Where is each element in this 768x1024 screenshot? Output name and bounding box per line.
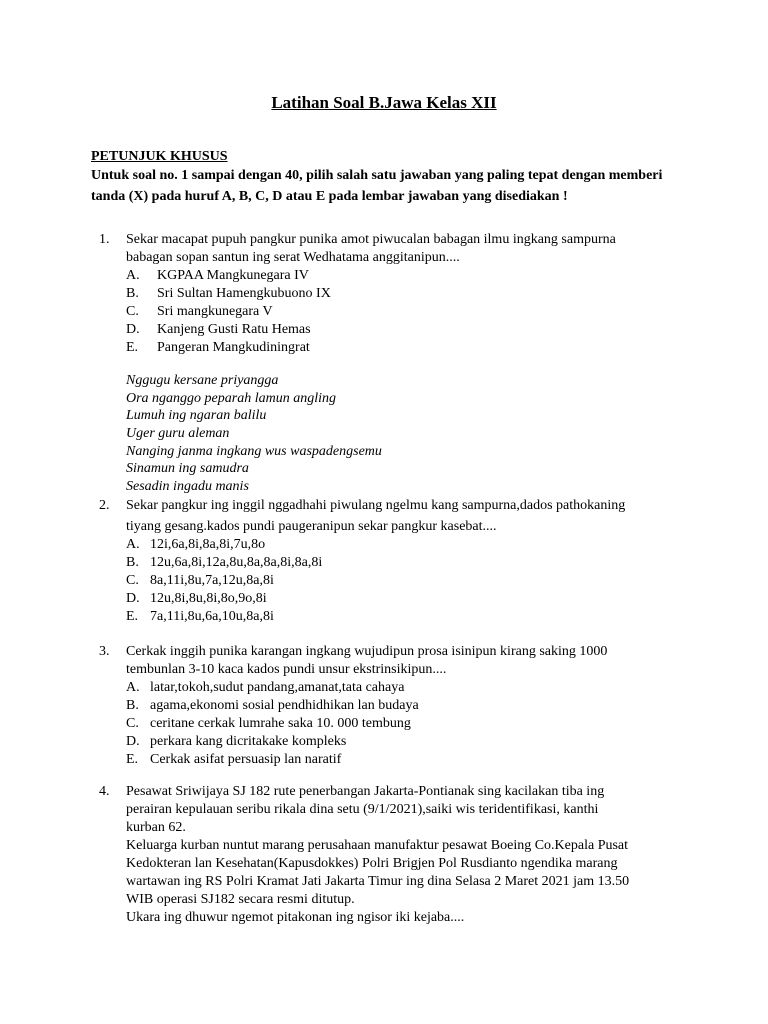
option-d	[126, 733, 699, 751]
option-text: Sri mangkunegara V	[157, 304, 273, 319]
verse-line: Lumuh ing ngaran balilu	[126, 408, 267, 424]
option-c	[126, 715, 699, 733]
question-number: 1.	[99, 232, 110, 247]
option-e	[126, 339, 699, 357]
option-b	[126, 554, 699, 572]
option-text: Kanjeng Gusti Ratu Hemas	[157, 322, 311, 337]
verse-line: Nggugu kersane priyangga	[126, 373, 279, 388]
option-letter: B.	[126, 698, 139, 713]
option-text: ceritane cerkak lumrahe saka 10. 000 tembung	[150, 716, 411, 731]
option-a	[126, 679, 699, 697]
option-letter: A.	[126, 680, 140, 695]
question-stem	[126, 231, 699, 267]
option-text: Cerkak asifat persuasip lan naratif	[150, 752, 342, 767]
option-text: Pangeran Mangkudiningrat	[157, 340, 310, 355]
question-stem	[126, 643, 699, 679]
option-letter: B.	[126, 286, 139, 301]
stem-line: babagan sopan santun ing serat Wedhatama anggitanipun....	[126, 250, 460, 265]
option-letter: E.	[126, 609, 139, 624]
option-letter: C.	[126, 716, 139, 731]
option-text: Sri Sultan Hamengkubuono IX	[157, 286, 331, 301]
option-letter: C.	[126, 573, 139, 588]
option-a	[126, 536, 699, 554]
option-text: 8a,11i,8u,7a,12u,8a,8i	[150, 573, 274, 588]
option-text: 12u,6a,8i,12a,8u,8a,8a,8i,8a,8i	[150, 555, 323, 570]
stem-line: tiyang gesang.kados pundi paugeranipun sekar pangkur kasebat....	[126, 519, 497, 534]
option-letter: A.	[126, 537, 140, 552]
question-number: 3.	[99, 644, 110, 659]
stem-line: tembunlan 3-10 kaca kados pundi unsur ekstrinsikipun....	[126, 662, 447, 677]
option-text: latar,tokoh,sudut pandang,amanat,tata cahaya	[150, 680, 405, 695]
option-letter: D.	[126, 322, 140, 337]
page-title: Latihan Soal B.Jawa Kelas XII	[271, 93, 497, 112]
option-d	[126, 321, 699, 339]
question-1	[99, 231, 699, 357]
option-letter: C.	[126, 304, 139, 319]
options-list	[126, 679, 699, 769]
question-stem	[126, 783, 699, 927]
stem-line: WIB operasi SJ182 secara resmi ditutup.	[126, 892, 355, 907]
option-d	[126, 590, 699, 608]
question-4	[99, 783, 699, 927]
option-b	[126, 285, 699, 303]
verse-line: Sinamun ing samudra	[126, 461, 249, 477]
stem-line: Sekar macapat pupuh pangkur punika amot piwucalan babagan ilmu ingkang sampurna	[126, 232, 616, 247]
stem-line: wartawan ing RS Polri Kramat Jati Jakarta Timur ing dina Selasa 2 Maret 2021 jam 13.50	[126, 874, 630, 889]
question-3	[99, 643, 699, 769]
options-list	[126, 536, 699, 626]
option-text: perkara kang dicritakake kompleks	[150, 734, 347, 749]
option-c	[126, 303, 699, 321]
stem-line: Cerkak inggih punika karangan ingkang wujudipun prosa isinipun kirang saking 1000	[126, 644, 608, 659]
instructions-line: tanda (X) pada huruf A, B, C, D atau E pada lembar jawaban yang disediakan !	[91, 189, 568, 204]
option-e	[126, 608, 699, 626]
stem-line: Keluarga kurban nuntut marang perusahaan manufaktur pesawat Boeing Co.Kepala Pusat	[126, 838, 629, 853]
option-text: KGPAA Mangkunegara IV	[157, 268, 309, 283]
stem-line: perairan kepulauan seribu rikala dina setu (9/1/2021),saiki wis teridentifikasi, kanthi	[126, 802, 599, 817]
option-letter: E.	[126, 752, 139, 767]
verse-line: Nanging janma ingkang wus waspadengsemu	[126, 443, 382, 459]
option-a	[126, 267, 699, 285]
question-number: 4.	[99, 784, 110, 799]
instructions-text	[91, 165, 681, 207]
stem-line: Sekar pangkur ing inggil nggadhahi piwulang ngelmu kang sampurna,dados pathokaning	[126, 498, 626, 513]
verse-line: Ora nganggo peparah lamun angling	[126, 390, 336, 406]
option-e	[126, 751, 699, 769]
option-text: 12u,8i,8u,8i,8o,9o,8i	[150, 591, 267, 606]
option-text: 7a,11i,8u,6a,10u,8a,8i	[150, 609, 274, 624]
stem-line: Pesawat Sriwijaya SJ 182 rute penerbangan Jakarta-Pontianak sing kacilakan tiba ing	[126, 784, 605, 799]
stem-line: Kedokteran lan Kesehatan(Kapusdokkes) Polri Brigjen Pol Rusdianto ngendika marang	[126, 856, 618, 871]
option-text: 12i,6a,8i,8a,8i,7u,8o	[150, 537, 266, 552]
question-stem	[126, 497, 699, 536]
question-2	[99, 497, 699, 626]
instructions-heading: PETUNJUK KHUSUS	[91, 149, 228, 164]
option-c	[126, 572, 699, 590]
instructions-line: Untuk soal no. 1 sampai dengan 40, pilih salah satu jawaban yang paling tepat dengan memberi	[91, 168, 663, 183]
option-b	[126, 697, 699, 715]
option-letter: D.	[126, 734, 140, 749]
verse-block	[126, 372, 382, 496]
option-letter: B.	[126, 555, 139, 570]
question-number: 2.	[99, 498, 110, 513]
stem-line: Ukara ing dhuwur ngemot pitakonan ing ngisor iki kejaba....	[126, 910, 465, 925]
verse-line: Uger guru aleman	[126, 426, 230, 442]
option-letter: D.	[126, 591, 140, 606]
option-letter: E.	[126, 340, 139, 355]
option-text: agama,ekonomi sosial pendhidhikan lan budaya	[150, 698, 419, 713]
verse-line: Sesadin ingadu manis	[126, 479, 249, 495]
stem-line: kurban 62.	[126, 820, 186, 835]
options-list	[126, 267, 699, 357]
option-letter: A.	[126, 268, 140, 283]
